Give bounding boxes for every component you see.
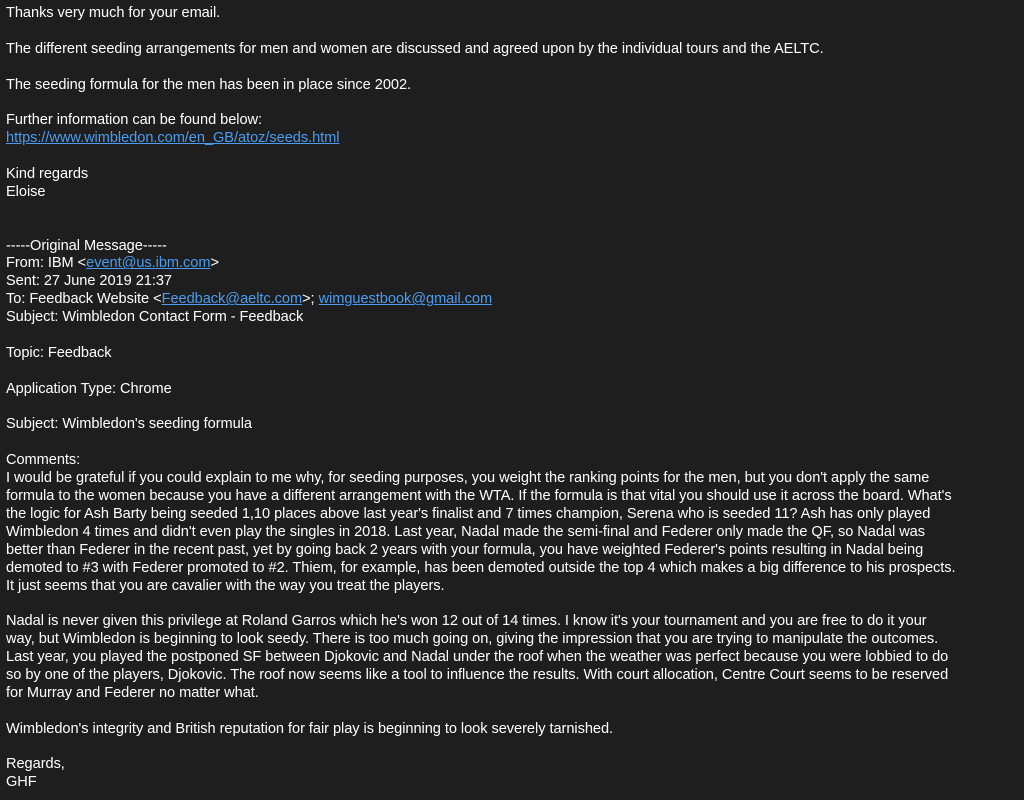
regards-line: Regards,: [6, 756, 65, 773]
comments-p2-line: so by one of the players, Djokovic. The roof now seems like a tool to influence the results. With court allocation, Centre Court seems to be reserved: [6, 666, 949, 683]
to-line: [6, 291, 1018, 309]
spacer: [6, 327, 1018, 345]
reply-paragraph-1: The different seeding arrangements for men and women are discussed and agreed upon by the individual tours and the AELTC.: [6, 40, 824, 57]
reply-closing: Kind regards: [6, 166, 89, 183]
comments-p1-line: demoted to #3 with Federer promoted to #2. Thiem, for example, has been demoted outside the top 4 which makes a big difference to his prospects.: [6, 559, 956, 576]
reply-further-info: Further information can be found below:: [6, 112, 263, 129]
spacer: [6, 202, 1018, 220]
spacer: [6, 434, 1018, 452]
spacer: [6, 399, 1018, 417]
subject-line: Subject: Wimbledon Contact Form - Feedback: [6, 309, 304, 326]
comments-p2-line: way, but Wimbledon is beginning to look seedy. There is too much going on, giving the impression that you are trying to manipulate the outcomes.: [6, 631, 939, 648]
spacer: [6, 703, 1018, 721]
from-label: From: IBM <: [6, 255, 87, 272]
comments-p2-line: for Murray and Federer no matter what.: [6, 684, 259, 701]
sign-off: GHF: [6, 774, 37, 791]
spacer: [6, 23, 1018, 41]
reply-signature: Eloise: [6, 183, 46, 200]
spacer: [6, 363, 1018, 381]
comments-p1-line: formula to the women because you have a different arrangement with the WTA. If the formula is that vital you should use it across the board. What's: [6, 488, 952, 505]
comments-p1-line: I would be grateful if you could explain to me why, for seeding purposes, you weight the ranking points for the men, but you don't apply the same: [6, 470, 930, 487]
topic-line: Topic: Feedback: [6, 344, 112, 361]
original-message-separator: -----Original Message-----: [6, 237, 167, 254]
from-email-link[interactable]: event@us.ibm.com: [86, 255, 211, 272]
sent-line: Sent: 27 June 2019 21:37: [6, 273, 172, 290]
reply-greeting: Thanks very much for your email.: [6, 5, 221, 21]
comments-p1-line: Wimbledon 4 times and didn't even play the singles in 2018. Last year, Nadal made the semi-final and Federer only made the QF, so Nadal was: [6, 523, 925, 540]
comments-label: Comments:: [6, 452, 81, 469]
spacer: [6, 94, 1018, 112]
to-email2-link[interactable]: wimguestbook@gmail.com: [318, 291, 493, 308]
to-email-link[interactable]: Feedback@aeltc.com: [161, 291, 303, 308]
comments-p1-line: It just seems that you are cavalier with the way you treat the players.: [6, 577, 445, 594]
subject-2-line: Subject: Wimbledon's seeding formula: [6, 416, 252, 433]
spacer: [6, 148, 1018, 166]
comments-p1-line: better than Federer in the recent past, yet by going back 2 years with your formula, you have weighted Federer's points resulting in Nadal being: [6, 541, 924, 558]
from-line: [6, 255, 1018, 273]
seeds-link[interactable]: https://www.wimbledon.com/en_GB/atoz/seeds.html: [6, 130, 340, 147]
reply-paragraph-2: The seeding formula for the men has been in place since 2002.: [6, 76, 412, 93]
to-separator: >;: [302, 291, 319, 308]
spacer: [6, 220, 1018, 238]
comments-p1-line: the logic for Ash Barty being seeded 1,10 places above last year's finalist and 7 times champion, Serena who is seeded 11? Ash has only played: [6, 505, 931, 522]
spacer: [6, 59, 1018, 77]
from-suffix: >: [210, 255, 219, 272]
to-label: To: Feedback Website <: [6, 291, 162, 308]
seeds-link-line: [6, 130, 1018, 148]
spacer: [6, 739, 1018, 757]
comments-p3: Wimbledon's integrity and British reputation for fair play is beginning to look severely tarnished.: [6, 720, 614, 737]
spacer: [6, 595, 1018, 613]
comments-p2-line: Nadal is never given this privilege at Roland Garros which he's won 12 out of 14 times. I know it's your tournament and you are free to do it your: [6, 613, 927, 630]
comments-p2-line: Last year, you played the postponed SF between Djokovic and Nadal under the roof when the weather was perfect because you were lobbied to do: [6, 649, 949, 666]
application-type-line: Application Type: Chrome: [6, 380, 172, 397]
